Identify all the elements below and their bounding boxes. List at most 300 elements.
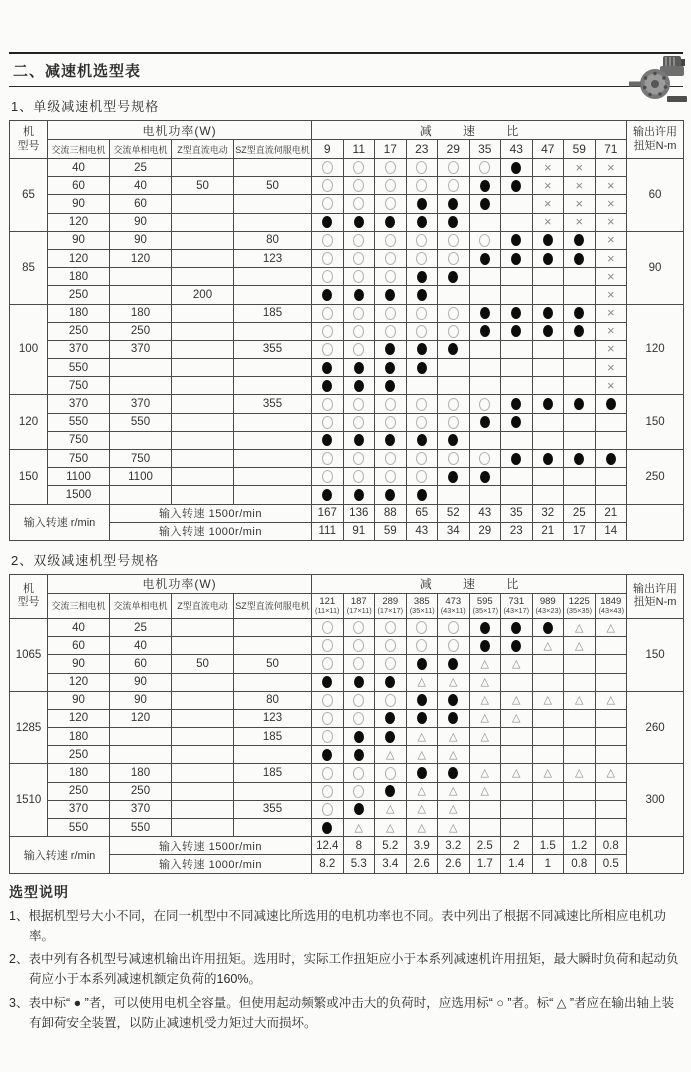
filled-circle-mark-icon xyxy=(354,216,364,228)
filled-circle-mark-icon xyxy=(511,622,521,634)
hollow-circle-mark-icon xyxy=(353,270,364,283)
filled-circle-mark-icon xyxy=(322,216,332,228)
speed-value-cell: 14 xyxy=(595,522,627,540)
filled-circle-mark-icon xyxy=(354,362,364,374)
spec-row xyxy=(10,268,684,286)
hollow-circle-mark-icon xyxy=(385,452,396,465)
triangle-mark-icon: △ xyxy=(575,639,584,652)
mark-cell xyxy=(469,468,501,486)
filled-circle-mark-icon xyxy=(385,343,395,355)
mark-cell xyxy=(343,618,375,636)
speed-value-cell: 3.4 xyxy=(375,855,407,873)
filled-circle-mark-icon xyxy=(354,380,364,392)
ratio-col-header: 59 xyxy=(564,140,596,159)
filled-circle-mark-icon xyxy=(511,180,521,192)
motor-type-header: 交流三相电机 xyxy=(48,593,110,618)
filled-circle-mark-icon xyxy=(511,325,521,337)
mark-cell xyxy=(532,486,564,504)
filled-circle-mark-icon xyxy=(322,749,332,761)
power-cell xyxy=(234,637,312,655)
mark-cell xyxy=(406,395,438,413)
filled-circle-mark-icon xyxy=(322,380,332,392)
mark-cell xyxy=(595,709,627,727)
cross-mark-icon: × xyxy=(606,323,615,339)
ratio-formula: (43×11) xyxy=(440,606,466,615)
power-cell: 550 xyxy=(110,819,172,837)
hollow-circle-mark-icon xyxy=(448,621,459,634)
mark-cell xyxy=(532,159,564,177)
power-cell xyxy=(110,268,172,286)
speed-value-cell: 2.6 xyxy=(406,855,438,873)
ratio-col-header: 47 xyxy=(532,140,564,159)
triangle-mark-icon: △ xyxy=(606,767,615,780)
mark-cell xyxy=(532,637,564,655)
power-cell xyxy=(234,431,312,449)
hollow-circle-mark-icon xyxy=(353,161,364,174)
mark-cell xyxy=(595,177,627,195)
mark-cell xyxy=(406,486,438,504)
mark-cell xyxy=(438,637,470,655)
power-cell: 50 xyxy=(172,655,234,673)
note-3: 3、表中标“ ● ”者，可以使用电机全容量。但使用起动频繁或冲击大的负荷时，应选用标“ ○ ”者。标“ △ ”者应在输出轴上装有卸荷安全装置，以防止减速机受力矩过大而损坏。 xyxy=(9,995,674,1030)
filled-circle-mark-icon xyxy=(448,767,458,779)
power-cell xyxy=(234,159,312,177)
mark-cell xyxy=(375,800,407,818)
power-cell xyxy=(172,413,234,431)
mark-cell xyxy=(312,177,344,195)
mark-cell xyxy=(595,637,627,655)
filled-circle-mark-icon xyxy=(417,289,427,301)
power-cell xyxy=(110,359,172,377)
power-cell xyxy=(172,450,234,468)
mark-cell xyxy=(312,673,344,691)
mark-cell xyxy=(406,800,438,818)
mark-cell xyxy=(595,782,627,800)
filled-circle-mark-icon xyxy=(480,471,490,483)
mark-cell xyxy=(312,709,344,727)
power-cell: 750 xyxy=(48,377,110,395)
mark-cell xyxy=(595,195,627,213)
filled-circle-mark-icon xyxy=(574,325,584,337)
mark-cell xyxy=(564,395,596,413)
mark-cell xyxy=(312,249,344,267)
power-cell: 250 xyxy=(48,746,110,764)
mark-cell xyxy=(312,468,344,486)
mark-cell xyxy=(595,728,627,746)
ratio-col-header: 473 (43×11) xyxy=(438,593,470,618)
mark-cell xyxy=(406,304,438,322)
header-row xyxy=(10,593,684,618)
mark-cell xyxy=(469,819,501,837)
mark-cell xyxy=(595,304,627,322)
torque-cell: 90 xyxy=(627,231,684,304)
mark-cell xyxy=(532,673,564,691)
mark-cell xyxy=(375,709,407,727)
mark-cell xyxy=(438,800,470,818)
power-cell: 200 xyxy=(172,286,234,304)
filled-circle-mark-icon xyxy=(480,180,490,192)
mark-cell xyxy=(564,782,596,800)
hollow-circle-mark-icon xyxy=(322,234,333,247)
ratio-col-header: 731 (43×17) xyxy=(501,593,533,618)
speed-value-cell: 0.8 xyxy=(595,837,627,855)
ratio-formula: (35×11) xyxy=(409,606,435,615)
torque-cell: 150 xyxy=(627,395,684,450)
cross-mark-icon: × xyxy=(606,359,615,375)
mark-cell xyxy=(312,195,344,213)
filled-circle-mark-icon xyxy=(385,489,395,501)
filled-circle-mark-icon xyxy=(354,749,364,761)
mark-cell xyxy=(406,655,438,673)
ratio-col-header: 595 (35×17) xyxy=(469,593,501,618)
hollow-circle-mark-icon xyxy=(385,767,396,780)
ratio-col-header: 43 xyxy=(501,140,533,159)
hollow-circle-mark-icon xyxy=(353,694,364,707)
mark-cell xyxy=(532,800,564,818)
power-cell xyxy=(234,268,312,286)
mark-cell xyxy=(595,450,627,468)
mark-cell xyxy=(595,377,627,395)
cross-mark-icon: × xyxy=(543,214,552,230)
triangle-mark-icon: △ xyxy=(480,767,489,780)
spec-row xyxy=(10,819,684,837)
mark-cell xyxy=(595,655,627,673)
hollow-circle-mark-icon xyxy=(385,398,396,411)
mark-cell xyxy=(312,340,344,358)
mark-cell xyxy=(343,177,375,195)
hollow-circle-mark-icon xyxy=(353,621,364,634)
mark-cell xyxy=(595,486,627,504)
mark-cell xyxy=(375,486,407,504)
power-cell: 90 xyxy=(48,231,110,249)
model-cell: 65 xyxy=(10,159,48,232)
mark-cell xyxy=(469,618,501,636)
hollow-circle-mark-icon xyxy=(322,197,333,210)
power-cell: 120 xyxy=(48,249,110,267)
power-cell: 185 xyxy=(234,304,312,322)
mark-cell xyxy=(343,413,375,431)
filled-circle-mark-icon xyxy=(574,234,584,246)
power-cell: 250 xyxy=(48,322,110,340)
hollow-circle-mark-icon xyxy=(479,161,490,174)
hollow-circle-mark-icon xyxy=(353,657,364,670)
cross-mark-icon: × xyxy=(606,305,615,321)
mark-cell xyxy=(312,764,344,782)
mark-cell xyxy=(438,413,470,431)
hollow-circle-mark-icon xyxy=(322,694,333,707)
power-cell: 370 xyxy=(48,800,110,818)
mark-cell xyxy=(312,618,344,636)
hollow-circle-mark-icon xyxy=(322,621,333,634)
mark-cell xyxy=(564,709,596,727)
model-header-line: 机 xyxy=(23,582,34,595)
power-cell xyxy=(172,304,234,322)
mark-cell xyxy=(406,728,438,746)
mark-cell xyxy=(564,177,596,195)
filled-circle-mark-icon xyxy=(385,289,395,301)
power-cell xyxy=(234,819,312,837)
motor-type-header: 交流单相电机 xyxy=(110,593,172,618)
triangle-mark-icon: △ xyxy=(480,785,489,798)
hollow-circle-mark-icon xyxy=(322,307,333,320)
header-row xyxy=(10,121,684,140)
mark-cell xyxy=(501,468,533,486)
mark-cell xyxy=(595,213,627,231)
mark-cell xyxy=(343,637,375,655)
mark-cell xyxy=(501,413,533,431)
triangle-mark-icon: △ xyxy=(512,767,521,780)
ratio-formula: (11×11) xyxy=(315,606,340,615)
mark-cell xyxy=(375,249,407,267)
triangle-mark-icon: △ xyxy=(512,694,521,707)
mark-cell xyxy=(312,728,344,746)
power-cell xyxy=(234,450,312,468)
power-cell: 50 xyxy=(172,177,234,195)
speed-row xyxy=(10,837,684,855)
filled-circle-mark-icon xyxy=(417,767,427,779)
mark-cell xyxy=(375,764,407,782)
mark-cell xyxy=(532,195,564,213)
power-cell: 185 xyxy=(234,728,312,746)
torque-cell: 250 xyxy=(627,450,684,505)
mark-cell xyxy=(438,340,470,358)
filled-circle-mark-icon xyxy=(322,822,332,834)
speed-label-cell: 输入转速 1000r/min xyxy=(110,522,312,540)
hollow-circle-mark-icon xyxy=(385,325,396,338)
power-cell xyxy=(234,322,312,340)
triangle-mark-icon: △ xyxy=(449,730,458,743)
filled-circle-mark-icon xyxy=(511,234,521,246)
hollow-circle-mark-icon xyxy=(322,767,333,780)
mark-cell xyxy=(595,764,627,782)
cross-mark-icon: × xyxy=(606,214,615,230)
power-cell: 50 xyxy=(234,177,312,195)
mark-cell xyxy=(532,450,564,468)
mark-cell xyxy=(375,431,407,449)
mark-cell xyxy=(343,231,375,249)
triangle-mark-icon: △ xyxy=(480,657,489,670)
triangle-mark-icon: △ xyxy=(449,803,458,816)
speed-torque-empty-cell xyxy=(627,504,684,540)
mark-cell xyxy=(469,213,501,231)
ratio-formula: (43×17) xyxy=(503,606,530,615)
mark-cell xyxy=(312,655,344,673)
power-cell: 123 xyxy=(234,709,312,727)
mark-cell xyxy=(532,618,564,636)
hollow-circle-mark-icon xyxy=(322,270,333,283)
power-cell xyxy=(110,728,172,746)
triangle-mark-icon: △ xyxy=(354,821,363,834)
hollow-circle-mark-icon xyxy=(416,161,427,174)
triangle-mark-icon: △ xyxy=(386,821,395,834)
power-cell xyxy=(234,486,312,504)
filled-circle-mark-icon xyxy=(480,416,490,428)
filled-circle-mark-icon xyxy=(448,471,458,483)
mark-cell xyxy=(469,195,501,213)
mark-cell xyxy=(375,177,407,195)
motor-type-header: 交流单相电机 xyxy=(110,140,172,159)
mark-cell xyxy=(501,691,533,709)
mark-cell xyxy=(595,691,627,709)
spec-row xyxy=(10,177,684,195)
hollow-circle-mark-icon xyxy=(416,307,427,320)
cross-mark-icon: × xyxy=(606,268,615,284)
mark-cell xyxy=(312,268,344,286)
hollow-circle-mark-icon xyxy=(448,325,459,338)
triangle-mark-icon: △ xyxy=(575,694,584,707)
triangle-mark-icon: △ xyxy=(606,694,615,707)
hollow-circle-mark-icon xyxy=(322,785,333,798)
hollow-circle-mark-icon xyxy=(322,657,333,670)
triangle-mark-icon: △ xyxy=(449,821,458,834)
power-cell: 355 xyxy=(234,340,312,358)
speed-value-cell: 35 xyxy=(501,504,533,522)
mark-cell xyxy=(375,195,407,213)
mark-cell xyxy=(343,213,375,231)
mark-cell xyxy=(501,486,533,504)
mark-cell xyxy=(595,249,627,267)
power-cell: 1500 xyxy=(48,486,110,504)
mark-cell xyxy=(375,618,407,636)
mark-cell xyxy=(406,413,438,431)
triangle-mark-icon: △ xyxy=(606,621,615,634)
power-cell xyxy=(172,486,234,504)
mark-cell xyxy=(532,177,564,195)
power-cell: 370 xyxy=(110,800,172,818)
hollow-circle-mark-icon xyxy=(322,343,333,356)
filled-circle-mark-icon xyxy=(606,453,616,465)
mark-cell xyxy=(406,691,438,709)
mark-cell xyxy=(532,268,564,286)
mark-cell xyxy=(343,800,375,818)
hollow-circle-mark-icon xyxy=(322,452,333,465)
filled-circle-mark-icon xyxy=(448,712,458,724)
mark-cell xyxy=(438,359,470,377)
model-header-line: 型号 xyxy=(17,139,40,152)
hollow-circle-mark-icon xyxy=(385,197,396,210)
mark-cell xyxy=(532,709,564,727)
mark-cell xyxy=(343,268,375,286)
triangle-mark-icon: △ xyxy=(480,676,489,689)
hollow-circle-mark-icon xyxy=(353,325,364,338)
power-cell xyxy=(110,486,172,504)
hollow-circle-mark-icon xyxy=(416,470,427,483)
speed-value-cell: 2.5 xyxy=(469,837,501,855)
spec-row xyxy=(10,359,684,377)
mark-cell xyxy=(343,304,375,322)
mark-cell xyxy=(469,637,501,655)
power-cell: 250 xyxy=(48,782,110,800)
mark-cell xyxy=(501,618,533,636)
filled-circle-mark-icon xyxy=(511,307,521,319)
mark-cell xyxy=(532,782,564,800)
model-cell: 1285 xyxy=(10,691,48,764)
power-cell: 90 xyxy=(110,231,172,249)
mark-cell xyxy=(532,746,564,764)
mark-cell xyxy=(312,286,344,304)
mark-cell xyxy=(343,322,375,340)
hollow-circle-mark-icon xyxy=(322,416,333,429)
mark-cell xyxy=(564,486,596,504)
notes-title: 选型说明 xyxy=(9,883,69,900)
hollow-circle-mark-icon xyxy=(353,767,364,780)
mark-cell xyxy=(312,213,344,231)
mark-cell xyxy=(469,322,501,340)
power-cell: 550 xyxy=(48,359,110,377)
filled-circle-mark-icon xyxy=(385,712,395,724)
mark-cell xyxy=(312,231,344,249)
power-cell xyxy=(172,746,234,764)
mark-cell xyxy=(595,322,627,340)
model-cell: 150 xyxy=(10,450,48,505)
power-cell: 750 xyxy=(110,450,172,468)
power-cell: 60 xyxy=(48,637,110,655)
mark-cell xyxy=(469,359,501,377)
mark-cell xyxy=(375,728,407,746)
power-cell xyxy=(234,673,312,691)
filled-circle-mark-icon xyxy=(511,416,521,428)
spec-row xyxy=(10,413,684,431)
mark-cell xyxy=(469,249,501,267)
cross-mark-icon: × xyxy=(606,232,615,248)
mark-cell xyxy=(343,286,375,304)
spec-row xyxy=(10,395,684,413)
hollow-circle-mark-icon xyxy=(448,416,459,429)
speed-value-cell: 32 xyxy=(532,504,564,522)
power-cell: 370 xyxy=(48,395,110,413)
spec-row xyxy=(10,231,684,249)
power-cell: 180 xyxy=(110,304,172,322)
power-cell: 60 xyxy=(110,195,172,213)
cross-mark-icon: × xyxy=(543,177,552,193)
model-cell: 1510 xyxy=(10,764,48,837)
hollow-circle-mark-icon xyxy=(448,307,459,320)
triangle-mark-icon: △ xyxy=(575,621,584,634)
table2-section-title: 2、双级减速机型号规格 xyxy=(11,552,160,568)
power-cell xyxy=(172,691,234,709)
mark-cell xyxy=(595,800,627,818)
power-cell xyxy=(172,231,234,249)
cross-mark-icon: × xyxy=(575,214,584,230)
torque-cell: 150 xyxy=(627,618,684,691)
speed-value-cell: 5.2 xyxy=(375,837,407,855)
filled-circle-mark-icon xyxy=(480,253,490,265)
power-cell xyxy=(172,618,234,636)
power-cell: 90 xyxy=(110,213,172,231)
ratio-formula: (43×43) xyxy=(597,606,624,615)
speed-value-cell: 34 xyxy=(438,522,470,540)
filled-circle-mark-icon xyxy=(417,271,427,283)
mark-cell xyxy=(564,746,596,764)
mark-cell xyxy=(438,322,470,340)
mark-cell xyxy=(532,231,564,249)
power-cell xyxy=(234,286,312,304)
filled-circle-mark-icon xyxy=(574,253,584,265)
mark-cell xyxy=(406,231,438,249)
mark-cell xyxy=(312,691,344,709)
power-cell xyxy=(234,746,312,764)
mark-cell xyxy=(343,468,375,486)
speed-value-cell: 1.5 xyxy=(532,837,564,855)
mark-cell xyxy=(595,431,627,449)
spec-row xyxy=(10,728,684,746)
mark-cell xyxy=(564,249,596,267)
mark-cell xyxy=(312,637,344,655)
mark-cell xyxy=(564,231,596,249)
ratio-col-header: 71 xyxy=(595,140,627,159)
two-stage-spec-table xyxy=(9,574,684,874)
power-cell xyxy=(172,709,234,727)
